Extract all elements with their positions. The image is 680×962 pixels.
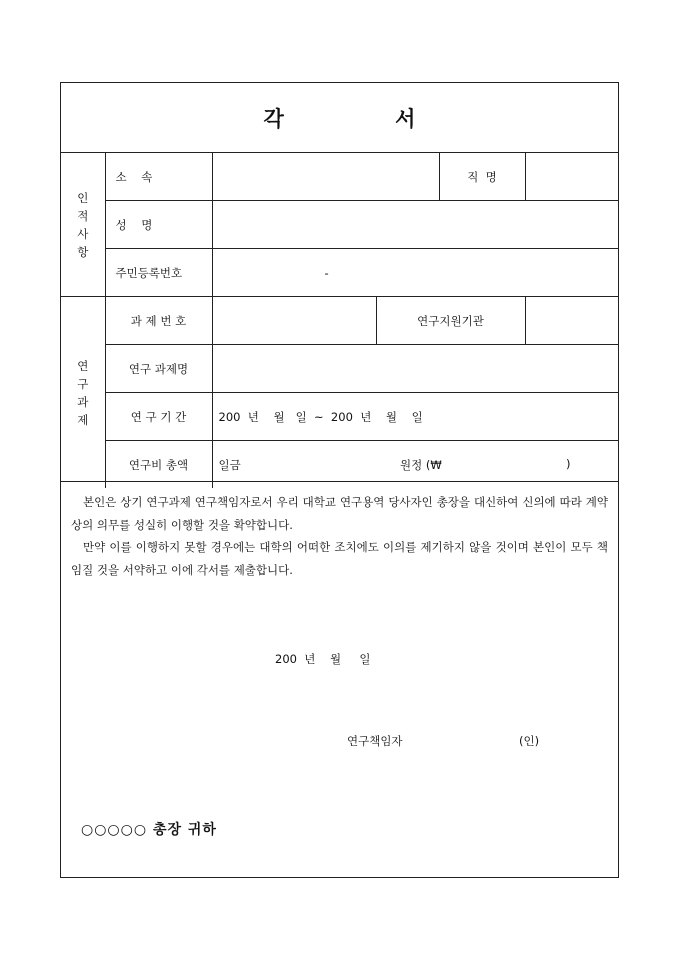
project-name-field[interactable] xyxy=(212,345,618,393)
resident-number-field[interactable]: - xyxy=(212,249,618,297)
resident-number-row xyxy=(61,249,618,297)
budget-label: 연구비 총액 xyxy=(105,441,212,489)
addressee: ○○○○○ 총장 귀하 xyxy=(81,822,217,838)
budget-suffix: 원정 (₩ xyxy=(400,457,442,472)
research-period-row xyxy=(61,393,618,441)
pledge-form xyxy=(60,82,619,878)
pledge-paragraph-1: 본인은 상기 연구과제 연구책임자로서 우리 대학교 연구용역 당사자인 총장을 대신하여 신의에 따라 계약상의 의무를 성실히 이행할 것을 확약합니다. xyxy=(71,495,608,532)
project-section-label: 연 구 과 제 xyxy=(61,297,105,489)
budget-close: ) xyxy=(566,456,571,471)
project-number-row xyxy=(61,297,618,345)
seal-mark[interactable]: (인) xyxy=(519,734,540,748)
form-title-row xyxy=(61,83,618,153)
project-number-field[interactable] xyxy=(212,297,376,345)
table-bottom-rule xyxy=(61,481,618,482)
personal-section-label: 인 적 사 항 xyxy=(61,153,105,297)
pledge-body xyxy=(61,491,618,581)
project-name-row xyxy=(61,345,618,393)
name-field[interactable] xyxy=(212,201,618,249)
resident-number-label: 주민등록번호 xyxy=(105,249,212,297)
affiliation-label: 소 속 xyxy=(105,153,212,201)
name-row xyxy=(61,201,618,249)
funding-agency-field[interactable] xyxy=(525,297,618,345)
form-title: 각 서 xyxy=(263,105,468,131)
pledge-paragraph-2: 만약 이를 이행하지 못할 경우에는 대학의 어떠한 조치에도 이의를 제기하지 않을 것이며 본인이 모두 책임질 것을 서약하고 이에 각서를 제출합니다. xyxy=(71,540,608,577)
research-period-field[interactable]: 200 년 월 일 ~ 200 년 월 일 xyxy=(212,393,618,441)
position-field[interactable] xyxy=(525,153,618,201)
project-number-label: 과 제 번 호 xyxy=(105,297,212,345)
research-period-label: 연 구 기 간 xyxy=(105,393,212,441)
funding-agency-label: 연구지원기관 xyxy=(376,297,525,345)
project-name-label: 연구 과제명 xyxy=(105,345,212,393)
name-label: 성 명 xyxy=(105,201,212,249)
budget-prefix: 일금 xyxy=(218,457,241,472)
pledge-table xyxy=(61,153,618,488)
affiliation-row xyxy=(61,153,618,201)
affiliation-field[interactable] xyxy=(212,153,439,201)
pledge-date[interactable]: 200 년 월 일 xyxy=(275,652,371,666)
signer-label: 연구책임자 xyxy=(347,734,403,748)
position-label: 직 명 xyxy=(439,153,525,201)
